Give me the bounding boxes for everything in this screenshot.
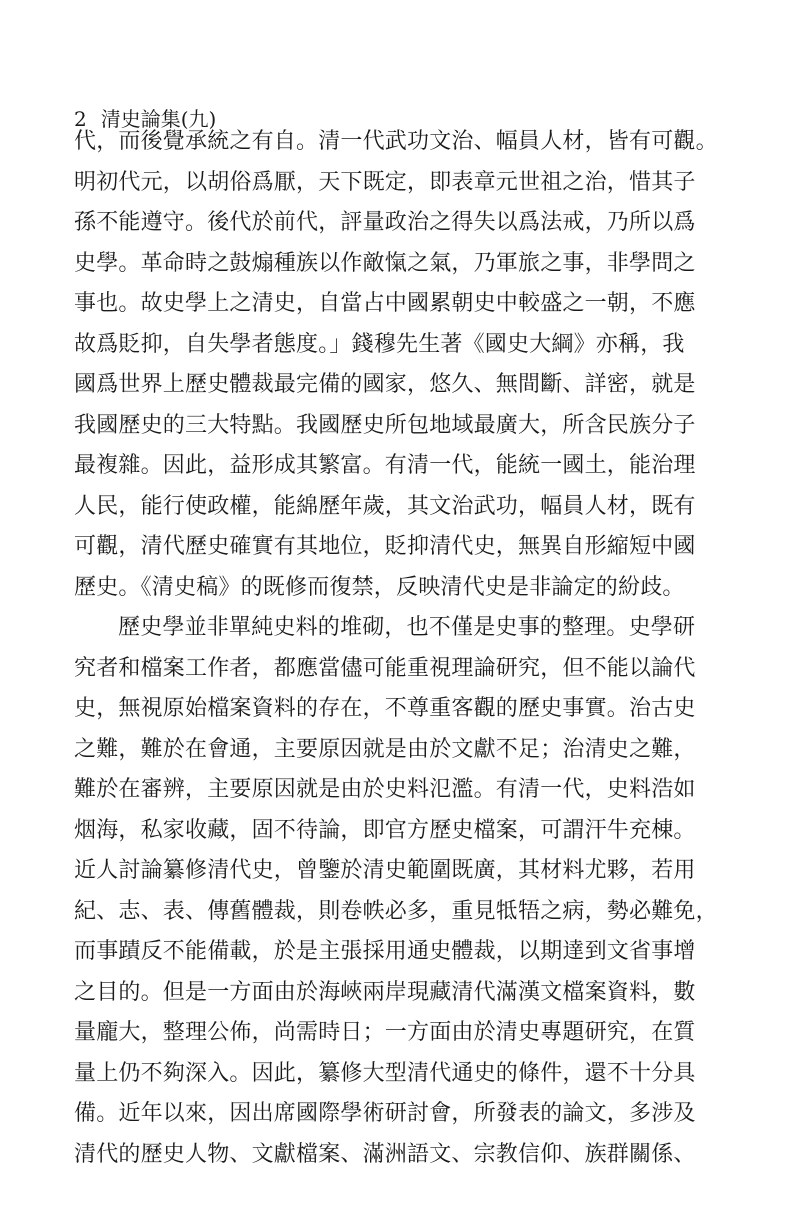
text-line: 清代的歷史人物、文獻檔案、滿洲語文、宗教信仰、族群關係、: [74, 1141, 696, 1167]
text-line: 史，無視原始檔案資料的存在，不尊重客觀的歷史事實。治古史: [74, 696, 696, 721]
text-line: 近人討論纂修清代史，曾鑒於清史範圍既廣，其材料尤夥，若用: [74, 858, 696, 883]
text-line: 人民，能行使政權，能綿歷年歲，其文治武功，幅員人材，既有: [74, 493, 696, 519]
text-line: 我國歷史的三大特點。我國歷史所包地域最廣大，所含民族分子: [74, 412, 696, 438]
text-line: 量龐大，整理公佈，尚需時日；一方面由於清史專題研究，在質: [74, 1020, 696, 1045]
text-line: 備。近年以來，因出席國際學術研討會，所發表的論文，多涉及: [74, 1101, 696, 1126]
text-line: 史學。革命時之鼓煽種族以作敵愾之氣，乃軍旅之事，非學問之: [74, 250, 696, 276]
text-line: 國爲世界上歷史體裁最完備的國家，悠久、無間斷、詳密，就是: [74, 372, 696, 397]
text-line: 事也。故史學上之清史，自當占中國累朝史中較盛之一朝，不應: [74, 291, 696, 316]
book-title: 清史論集(九): [100, 107, 217, 131]
text-line: 故爲貶抑，自失學者態度。」錢穆先生著《國史大綱》亦稱，我: [74, 331, 685, 357]
text-line: 之目的。但是一方面由於海峽兩岸現藏清代滿漢文檔案資料，數: [74, 979, 696, 1005]
page-number: 2: [74, 107, 87, 131]
text-line: 而事蹟反不能備載，於是主張採用通史體裁，以期達到文省事增: [74, 939, 696, 964]
text-line: 孫不能遵守。後代於前代，評量政治之得失以爲法戒，乃所以爲: [74, 210, 696, 235]
text-line: 烟海，私家收藏，固不待論，即官方歷史檔案，可謂汗牛充棟。: [74, 817, 696, 843]
text-line: 紀、志、表、傳舊體裁，則卷帙必多，重見牴牾之病，勢必難免，: [74, 898, 718, 924]
text-line: 量上仍不夠深入。因此，纂修大型清代通史的條件，還不十分具: [74, 1060, 696, 1086]
text-line: 難於在審辨，主要原因就是由於史料氾濫。有清一代，史料浩如: [74, 777, 696, 802]
text-line: 歷史學並非單純史料的堆砌，也不僅是史事的整理。史學研: [118, 615, 696, 640]
text-line: 之難，難於在會通，主要原因就是由於文獻不足；治清史之難，: [74, 736, 696, 762]
text-line: 究者和檔案工作者，都應當儘可能重視理論研究，但不能以論代: [74, 655, 696, 681]
body-text: [74, 122, 734, 1175]
text-line: 代，而後覺承統之有自。清一代武功文治、幅員人材，皆有可觀。: [74, 129, 718, 154]
text-line: 可觀，清代歷史確實有其地位，貶抑清代史，無異自形縮短中國: [74, 534, 696, 559]
text-line: 歷史。《清史稿》的既修而復禁，反映清代史是非論定的紛歧。: [74, 574, 685, 600]
text-line: 明初代元，以胡俗爲厭，天下既定，即表章元世祖之治，惜其子: [74, 169, 696, 195]
text-line: 最複雜。因此，益形成其繁富。有清一代，能統一國土，能治理: [74, 453, 696, 478]
